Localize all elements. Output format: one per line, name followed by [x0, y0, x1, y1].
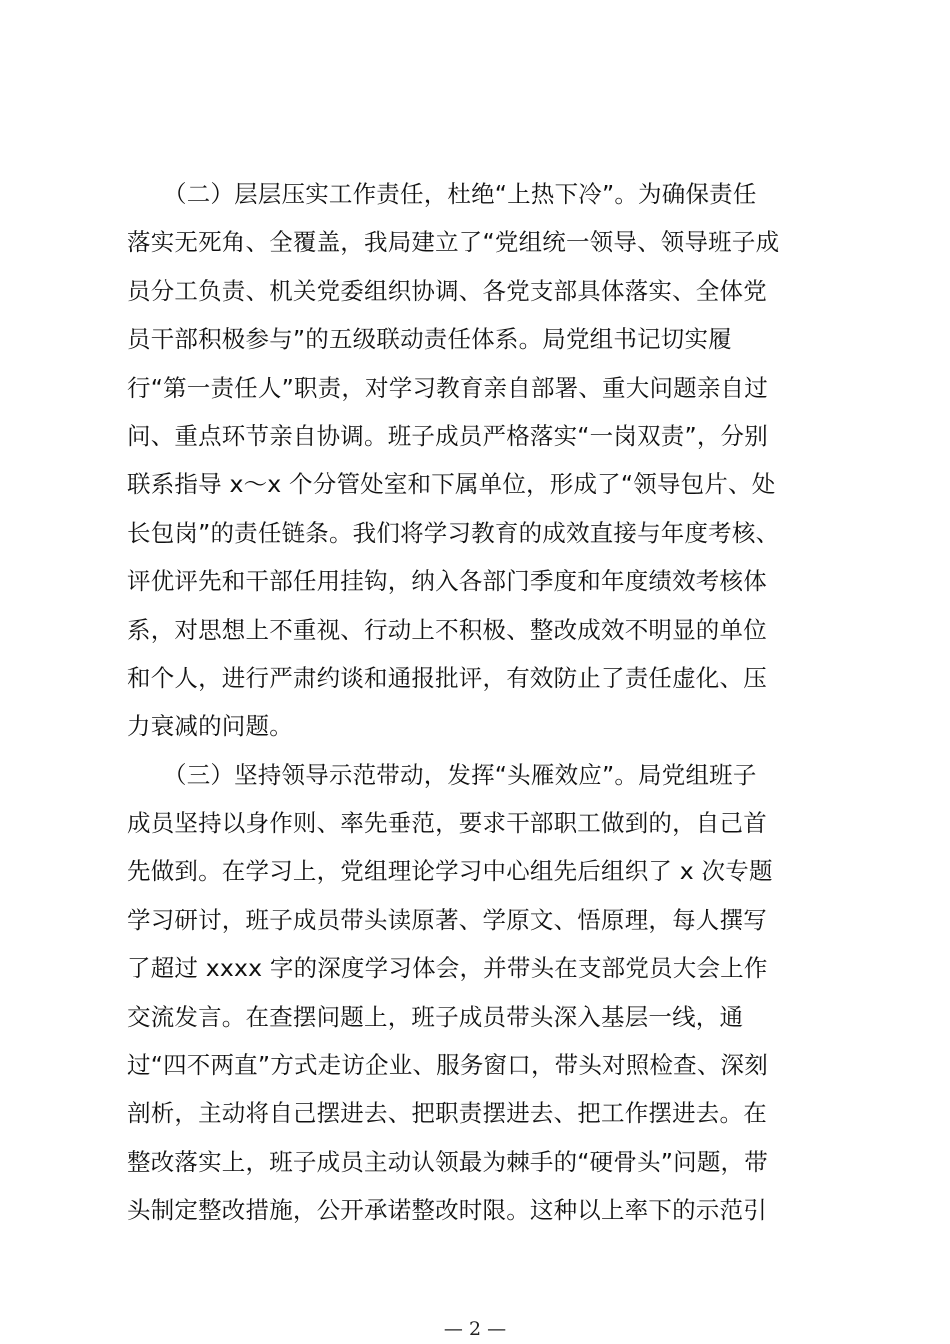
paragraph-line: 长包岗”的责任链条。我们将学习教育的成效直接与年度考核、: [127, 518, 780, 547]
paragraph-line: 交流发言。在查摆问题上，班子成员带头深入基层一线，通: [127, 1002, 744, 1031]
paragraph-line: 评优评先和干部任用挂钩，纳入各部门季度和年度绩效考核体: [127, 567, 767, 596]
paragraph-line: 过“四不两直”方式走访企业、服务窗口，带头对照检查、深刻: [127, 1051, 768, 1080]
page-number: — 2 —: [443, 1318, 507, 1340]
paragraph-line: 落实无死角、全覆盖，我局建立了“党组统一领导、领导班子成: [127, 228, 780, 257]
paragraph-line: 头制定整改措施，公开承诺整改时限。这种以上率下的示范引: [127, 1196, 767, 1225]
paragraph-line: 了超过 xxxx 字的深度学习体会，并带头在支部党员大会上作: [127, 954, 768, 983]
paragraph-line: （三）坚持领导示范带动，发挥“头雁效应”。局党组班子: [163, 760, 757, 789]
paragraph-line: 和个人，进行严肃约谈和通报批评，有效防止了责任虚化、压: [127, 663, 767, 692]
paragraph-line: 联系指导 x～x 个分管处室和下属单位，形成了“领导包片、处: [127, 470, 776, 499]
paragraph-line: （二）层层压实工作责任，杜绝“上热下冷”。为确保责任: [163, 180, 757, 208]
paragraph-line: 学习研讨，班子成员带头读原著、学原文、悟原理，每人撰写: [127, 905, 767, 934]
body-text: [127, 170, 827, 1235]
paragraph-line: 系，对思想上不重视、行动上不积极、整改成效不明显的单位: [127, 615, 767, 644]
paragraph-line: 员分工负责、机关党委组织协调、各党支部具体落实、全体党: [127, 276, 767, 305]
paragraph-line: 成员坚持以身作则、率先垂范，要求干部职工做到的，自己首: [127, 809, 767, 838]
paragraph-line: 员干部积极参与”的五级联动责任体系。局党组书记切实履: [127, 325, 732, 354]
paragraph-line: 先做到。在学习上，党组理论学习中心组先后组织了 x 次专题: [127, 857, 773, 886]
paragraph-line: 剖析，主动将自己摆进去、把职责摆进去、把工作摆进去。在: [127, 1099, 767, 1128]
paragraph-line: 行“第一责任人”职责，对学习教育亲自部署、重大问题亲自过: [127, 373, 768, 402]
paragraph-line: 力衰减的问题。: [127, 712, 293, 741]
paragraph-line: 问、重点环节亲自协调。班子成员严格落实“一岗双责”，分别: [127, 421, 768, 450]
paragraph-line: 整改落实上，班子成员主动认领最为棘手的“硬骨头”问题，带: [127, 1147, 768, 1176]
